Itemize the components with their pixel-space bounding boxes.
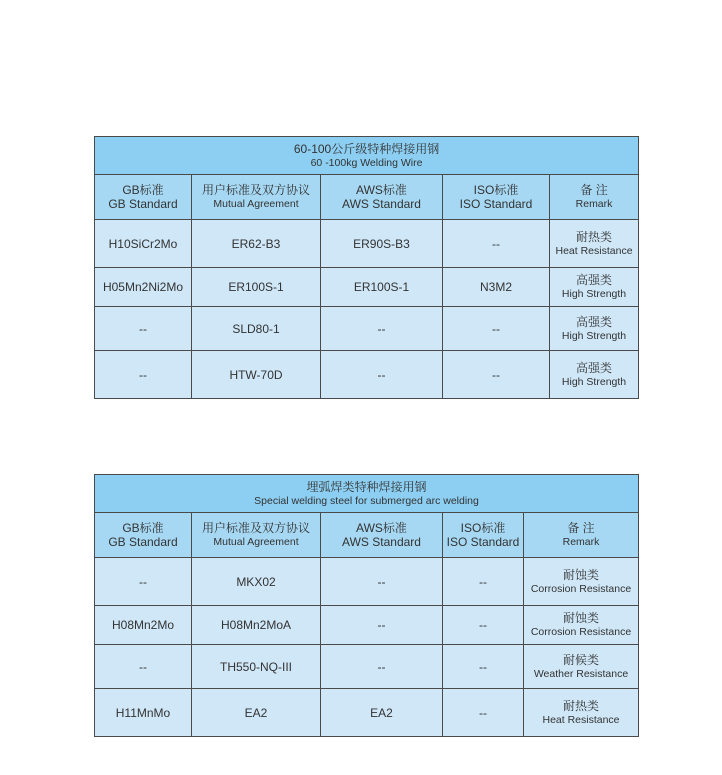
cell-iso: -- — [443, 351, 550, 399]
table-row — [95, 307, 639, 351]
cell-mutual: TH550-NQ-III — [192, 645, 321, 689]
welding-wire-table — [94, 136, 639, 399]
table-row — [95, 645, 639, 689]
title-en: 60 -100kg Welding Wire — [310, 156, 423, 169]
table-title — [95, 475, 639, 513]
cell-iso: -- — [443, 645, 524, 689]
header-row — [95, 175, 639, 220]
cell-gb: H11MnMo — [95, 689, 192, 737]
cell-mutual: ER62-B3 — [192, 220, 321, 268]
cell-aws: ER90S-B3 — [321, 220, 443, 268]
cell-iso: -- — [443, 307, 550, 351]
cell-gb: H05Mn2Ni2Mo — [95, 268, 192, 307]
cell-remark: 高强类 High Strength — [550, 351, 639, 399]
cell-remark: 耐蚀类 Corrosion Resistance — [524, 606, 639, 645]
cell-remark: 高强类 High Strength — [550, 307, 639, 351]
cell-mutual: H08Mn2MoA — [192, 606, 321, 645]
cell-mutual: MKX02 — [192, 558, 321, 606]
header-gb: GB标准 GB Standard — [95, 175, 192, 220]
table-row — [95, 351, 639, 399]
cell-aws: EA2 — [321, 689, 443, 737]
cell-iso: -- — [443, 558, 524, 606]
cell-aws: -- — [321, 307, 443, 351]
table-row — [95, 689, 639, 737]
cell-gb: -- — [95, 307, 192, 351]
cell-aws: -- — [321, 645, 443, 689]
cell-gb: -- — [95, 351, 192, 399]
header-remark: 备 注 Remark — [550, 175, 639, 220]
header-row — [95, 513, 639, 558]
cell-mutual: HTW-70D — [192, 351, 321, 399]
table-row — [95, 606, 639, 645]
submerged-arc-table — [94, 474, 639, 737]
cell-remark: 高强类 High Strength — [550, 268, 639, 307]
cell-remark: 耐热类 Heat Resistance — [550, 220, 639, 268]
table-row — [95, 558, 639, 606]
header-gb: GB标准 GB Standard — [95, 513, 192, 558]
cell-remark: 耐候类 Weather Resistance — [524, 645, 639, 689]
cell-mutual: EA2 — [192, 689, 321, 737]
cell-iso: -- — [443, 606, 524, 645]
header-iso: ISO标准 ISO Standard — [443, 513, 524, 558]
cell-gb: -- — [95, 558, 192, 606]
header-aws: AWS标准 AWS Standard — [321, 513, 443, 558]
header-mutual: 用户标准及双方协议 Mutual Agreement — [192, 175, 321, 220]
header-iso: ISO标准 ISO Standard — [443, 175, 550, 220]
table-row — [95, 268, 639, 307]
cell-gb: H08Mn2Mo — [95, 606, 192, 645]
cell-mutual: SLD80-1 — [192, 307, 321, 351]
header-remark: 备 注 Remark — [524, 513, 639, 558]
cell-aws: ER100S-1 — [321, 268, 443, 307]
cell-iso: -- — [443, 689, 524, 737]
cell-mutual: ER100S-1 — [192, 268, 321, 307]
cell-aws: -- — [321, 558, 443, 606]
cell-aws: -- — [321, 351, 443, 399]
table-title — [95, 137, 639, 175]
header-mutual: 用户标准及双方协议 Mutual Agreement — [192, 513, 321, 558]
cell-iso: N3M2 — [443, 268, 550, 307]
cell-aws: -- — [321, 606, 443, 645]
cell-gb: -- — [95, 645, 192, 689]
title-cn: 60-100公斤级特种焊接用钢 — [293, 141, 440, 156]
cell-remark: 耐蚀类 Corrosion Resistance — [524, 558, 639, 606]
header-aws: AWS标准 AWS Standard — [321, 175, 443, 220]
title-cn: 埋弧焊类特种焊接用钢 — [306, 479, 427, 494]
cell-iso: -- — [443, 220, 550, 268]
title-en: Special welding steel for submerged arc welding — [254, 494, 479, 507]
cell-remark: 耐热类 Heat Resistance — [524, 689, 639, 737]
cell-gb: H10SiCr2Mo — [95, 220, 192, 268]
table-row — [95, 220, 639, 268]
